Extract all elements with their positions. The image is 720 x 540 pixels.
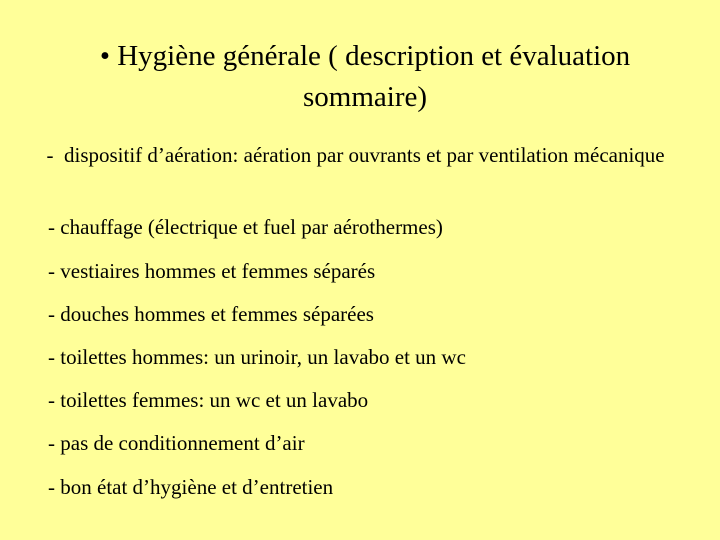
- bullet-aeration: - dispositif d’aération: aération par ouvrants et par ventilation mécanique: [36, 143, 665, 167]
- slide-title: • Hygiène générale ( description et évaluation sommaire): [99, 40, 631, 113]
- bullet-hygiene-entretien: - bon état d’hygiène et d’entretien: [48, 475, 334, 499]
- bullet-chauffage: - chauffage (électrique et fuel par aérothermes): [48, 215, 443, 239]
- bullet-vestiaires: - vestiaires hommes et femmes séparés: [48, 259, 376, 283]
- bullet-toilettes-femmes: - toilettes femmes: un wc et un lavabo: [48, 388, 369, 412]
- bullet-toilettes-hommes: - toilettes hommes: un urinoir, un lavabo et un wc: [48, 345, 466, 369]
- bullet-conditionnement: - pas de conditionnement d’air: [48, 431, 305, 455]
- bullet-douches: - douches hommes et femmes séparées: [48, 302, 374, 326]
